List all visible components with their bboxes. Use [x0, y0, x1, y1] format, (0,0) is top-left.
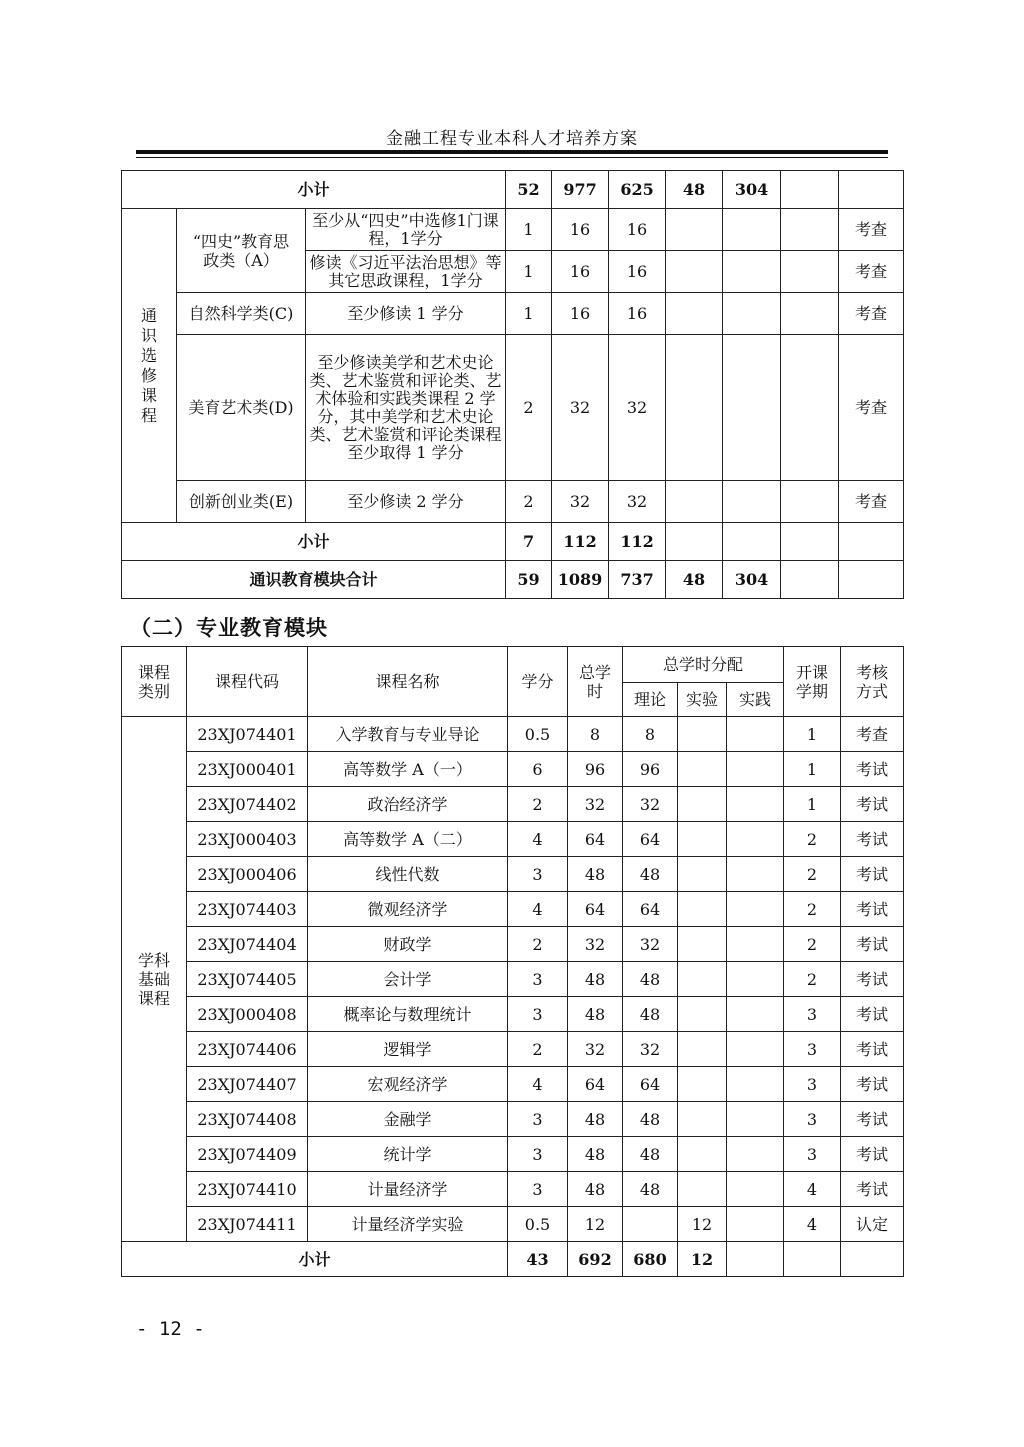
- subtotal-label: 小计: [122, 171, 506, 209]
- course-row: [122, 752, 904, 787]
- cell-sem: 2: [784, 892, 841, 927]
- cell-credit: 2: [506, 481, 552, 523]
- course-code: 23XJ000408: [187, 997, 308, 1032]
- cell-total: 16: [552, 209, 609, 251]
- cell-credit: 3: [508, 962, 568, 997]
- cell-theory: 680: [623, 1242, 678, 1277]
- cell-theory: 64: [623, 892, 678, 927]
- cell-assess: 考试: [841, 1137, 904, 1172]
- cell-prac: 304: [723, 561, 781, 599]
- cell-theory: 737: [609, 561, 666, 599]
- cell-assess: 考试: [841, 822, 904, 857]
- cell-exp: 48: [666, 561, 723, 599]
- cell-exp: [678, 1137, 727, 1172]
- cell-assess: 考查: [841, 717, 904, 752]
- course-code: 23XJ074408: [187, 1102, 308, 1137]
- requirement-cell: 至少修读 1 学分: [306, 293, 506, 335]
- category-cell: 通识选修课程: [122, 209, 177, 523]
- cell-total: 48: [568, 962, 623, 997]
- cell-prac: [727, 927, 784, 962]
- header-practice: 实践: [727, 683, 784, 717]
- cell-theory: 112: [609, 523, 666, 561]
- cell-sem: 3: [784, 1102, 841, 1137]
- cell-assess: [839, 561, 904, 599]
- cell-sem: 3: [784, 997, 841, 1032]
- cell-theory: 64: [623, 822, 678, 857]
- section-title: （二）专业教育模块: [130, 616, 328, 640]
- header-code: 课程代码: [187, 647, 308, 717]
- cell-exp: [666, 523, 723, 561]
- header-distribution: 总学时分配: [623, 647, 784, 683]
- cell-credit: 43: [508, 1242, 568, 1277]
- cell-total: 48: [568, 1102, 623, 1137]
- course-row: [122, 857, 904, 892]
- cell-theory: 625: [609, 171, 666, 209]
- cell-sem: 4: [784, 1207, 841, 1242]
- cell-sem: 2: [784, 822, 841, 857]
- course-row: [122, 1067, 904, 1102]
- cell-sem: [781, 335, 839, 481]
- subcategory-cell: 自然科学类(C): [177, 293, 306, 335]
- page-header-title: 金融工程专业本科人才培养方案: [386, 129, 638, 149]
- header-name: 课程名称: [308, 647, 508, 717]
- course-name: 宏观经济学: [308, 1067, 508, 1102]
- course-code: 23XJ074407: [187, 1067, 308, 1102]
- header-experiment: 实验: [678, 683, 727, 717]
- course-row: [122, 892, 904, 927]
- header-rule-thick: [136, 150, 888, 154]
- cell-total: 48: [568, 997, 623, 1032]
- course-code: 23XJ074404: [187, 927, 308, 962]
- cell-theory: 48: [623, 1172, 678, 1207]
- cell-prac: [727, 787, 784, 822]
- cell-exp: [666, 251, 723, 293]
- course-row: [122, 1207, 904, 1242]
- course-name: 概率论与数理统计: [308, 997, 508, 1032]
- cell-exp: [678, 997, 727, 1032]
- cell-prac: [727, 1032, 784, 1067]
- cell-credit: 3: [508, 1102, 568, 1137]
- cell-theory: 48: [623, 962, 678, 997]
- subtotal-row: [122, 523, 904, 561]
- cell-prac: [727, 962, 784, 997]
- cell-total: 32: [568, 787, 623, 822]
- cell-credit: 59: [506, 561, 552, 599]
- cell-total: 32: [552, 481, 609, 523]
- cell-sem: [781, 561, 839, 599]
- cell-exp: 48: [666, 171, 723, 209]
- cell-prac: [727, 857, 784, 892]
- course-row: [122, 335, 904, 481]
- cell-credit: 1: [506, 209, 552, 251]
- cell-theory: 48: [623, 997, 678, 1032]
- cell-prac: [727, 1102, 784, 1137]
- page-number: - 12 -: [136, 1318, 205, 1340]
- cell-prac: [727, 1242, 784, 1277]
- cell-sem: [784, 1242, 841, 1277]
- cell-credit: 3: [508, 1172, 568, 1207]
- course-row: [122, 1102, 904, 1137]
- course-row: [122, 997, 904, 1032]
- cell-total: 64: [568, 822, 623, 857]
- subtotal-label: 小计: [122, 1242, 508, 1277]
- course-name: 微观经济学: [308, 892, 508, 927]
- cell-prac: [727, 1137, 784, 1172]
- cell-assess: 考查: [839, 335, 904, 481]
- cell-exp: [678, 927, 727, 962]
- course-row: [122, 717, 904, 752]
- cell-sem: 3: [784, 1067, 841, 1102]
- cell-theory: 32: [623, 1032, 678, 1067]
- cell-sem: [781, 209, 839, 251]
- general-education-table: [121, 170, 904, 599]
- course-name: 会计学: [308, 962, 508, 997]
- course-code: 23XJ074401: [187, 717, 308, 752]
- requirement-cell: 至少修读美学和艺术史论类、艺术鉴赏和评论类、艺术体验和实践类课程 2 学分，其中美学和艺术史论类、艺术鉴赏和评论类课程至少取得 1 学分: [306, 335, 506, 481]
- cell-exp: [678, 857, 727, 892]
- header-theory: 理论: [623, 683, 678, 717]
- cell-credit: 4: [508, 822, 568, 857]
- cell-sem: 1: [784, 717, 841, 752]
- cell-prac: [727, 717, 784, 752]
- course-row: [122, 209, 904, 251]
- cell-assess: 考试: [841, 752, 904, 787]
- cell-theory: [623, 1207, 678, 1242]
- cell-credit: 0.5: [508, 717, 568, 752]
- cell-credit: 1: [506, 251, 552, 293]
- cell-credit: 4: [508, 892, 568, 927]
- course-row: [122, 293, 904, 335]
- cell-prac: 304: [723, 171, 781, 209]
- cell-total: 1089: [552, 561, 609, 599]
- cell-credit: 3: [508, 997, 568, 1032]
- cell-exp: [678, 787, 727, 822]
- cell-total: 8: [568, 717, 623, 752]
- cell-sem: 2: [784, 857, 841, 892]
- cell-assess: 考试: [841, 892, 904, 927]
- cell-credit: 2: [508, 787, 568, 822]
- course-code: 23XJ074405: [187, 962, 308, 997]
- course-row: [122, 927, 904, 962]
- cell-exp: [678, 1067, 727, 1102]
- header-credit: 学分: [508, 647, 568, 717]
- cell-exp: [666, 293, 723, 335]
- cell-sem: [781, 481, 839, 523]
- course-name: 财政学: [308, 927, 508, 962]
- cell-theory: 32: [609, 335, 666, 481]
- cell-exp: [678, 892, 727, 927]
- cell-exp: 12: [678, 1242, 727, 1277]
- cell-exp: 12: [678, 1207, 727, 1242]
- header-rule-thin: [136, 157, 888, 158]
- cell-assess: 考试: [841, 997, 904, 1032]
- cell-sem: 1: [784, 752, 841, 787]
- cell-prac: [723, 335, 781, 481]
- cell-theory: 8: [623, 717, 678, 752]
- cell-credit: 3: [508, 857, 568, 892]
- cell-total: 32: [552, 335, 609, 481]
- cell-theory: 32: [609, 481, 666, 523]
- cell-total: 16: [552, 293, 609, 335]
- course-code: 23XJ000403: [187, 822, 308, 857]
- module-total-label: 通识教育模块合计: [122, 561, 506, 599]
- course-row: [122, 1137, 904, 1172]
- course-code: 23XJ074409: [187, 1137, 308, 1172]
- cell-prac: [727, 997, 784, 1032]
- cell-credit: 2: [508, 1032, 568, 1067]
- cell-credit: 1: [506, 293, 552, 335]
- course-code: 23XJ000401: [187, 752, 308, 787]
- requirement-cell: 至少从“四史”中选修1门课程，1学分: [306, 209, 506, 251]
- category-cell: 学科基础课程: [122, 717, 187, 1242]
- cell-assess: 考查: [839, 293, 904, 335]
- cell-total: 32: [568, 927, 623, 962]
- cell-total: 692: [568, 1242, 623, 1277]
- cell-theory: 32: [623, 927, 678, 962]
- cell-prac: [727, 892, 784, 927]
- subtotal-row: [122, 1242, 904, 1277]
- cell-credit: 2: [508, 927, 568, 962]
- header-total: 总学时: [568, 647, 623, 717]
- cell-sem: [781, 523, 839, 561]
- course-name: 统计学: [308, 1137, 508, 1172]
- cell-assess: [841, 1242, 904, 1277]
- cell-sem: [781, 251, 839, 293]
- cell-theory: 32: [623, 787, 678, 822]
- cell-sem: 1: [784, 787, 841, 822]
- cell-assess: 考试: [841, 1172, 904, 1207]
- cell-theory: 16: [609, 293, 666, 335]
- cell-total: 64: [568, 1067, 623, 1102]
- cell-total: 48: [568, 1172, 623, 1207]
- professional-education-table: [121, 646, 904, 1277]
- cell-assess: 考试: [841, 1102, 904, 1137]
- cell-theory: 96: [623, 752, 678, 787]
- cell-total: 48: [568, 857, 623, 892]
- module-total-row: [122, 561, 904, 599]
- cell-total: 12: [568, 1207, 623, 1242]
- course-row: [122, 481, 904, 523]
- cell-assess: 考试: [841, 927, 904, 962]
- subcategory-cell: 创新创业类(E): [177, 481, 306, 523]
- subtotal-label: 小计: [122, 523, 506, 561]
- cell-assess: 认定: [841, 1207, 904, 1242]
- cell-assess: 考查: [839, 251, 904, 293]
- requirement-cell: 至少修读 2 学分: [306, 481, 506, 523]
- course-row: [122, 787, 904, 822]
- cell-total: 96: [568, 752, 623, 787]
- cell-theory: 16: [609, 209, 666, 251]
- cell-prac: [727, 1067, 784, 1102]
- requirement-cell: 修读《习近平法治思想》等其它思政课程，1学分: [306, 251, 506, 293]
- cell-exp: [666, 335, 723, 481]
- cell-prac: [723, 293, 781, 335]
- cell-credit: 7: [506, 523, 552, 561]
- course-row: [122, 1032, 904, 1067]
- cell-exp: [678, 1032, 727, 1067]
- course-row: [122, 962, 904, 997]
- cell-exp: [678, 962, 727, 997]
- cell-prac: [723, 209, 781, 251]
- cell-exp: [678, 822, 727, 857]
- cell-prac: [727, 822, 784, 857]
- cell-theory: 48: [623, 857, 678, 892]
- header-semester: 开课学期: [784, 647, 841, 717]
- course-name: 高等数学 A（一）: [308, 752, 508, 787]
- header-assessment: 考核方式: [841, 647, 904, 717]
- cell-prac: [727, 1172, 784, 1207]
- cell-sem: 2: [784, 927, 841, 962]
- cell-exp: [678, 717, 727, 752]
- cell-prac: [727, 1207, 784, 1242]
- cell-assess: [839, 523, 904, 561]
- course-code: 23XJ074406: [187, 1032, 308, 1067]
- cell-exp: [666, 481, 723, 523]
- cell-total: 977: [552, 171, 609, 209]
- cell-prac: [727, 752, 784, 787]
- cell-credit: 52: [506, 171, 552, 209]
- cell-theory: 16: [609, 251, 666, 293]
- cell-assess: 考试: [841, 962, 904, 997]
- cell-sem: 3: [784, 1032, 841, 1067]
- cell-sem: 2: [784, 962, 841, 997]
- course-name: 金融学: [308, 1102, 508, 1137]
- cell-total: 16: [552, 251, 609, 293]
- course-name: 计量经济学: [308, 1172, 508, 1207]
- cell-credit: 6: [508, 752, 568, 787]
- subtotal-row: [122, 171, 904, 209]
- cell-assess: 考试: [841, 1067, 904, 1102]
- cell-sem: 3: [784, 1137, 841, 1172]
- cell-theory: 48: [623, 1137, 678, 1172]
- course-code: 23XJ000406: [187, 857, 308, 892]
- cell-theory: 48: [623, 1102, 678, 1137]
- course-name: 线性代数: [308, 857, 508, 892]
- cell-sem: [781, 293, 839, 335]
- cell-prac: [723, 481, 781, 523]
- cell-assess: 考查: [839, 481, 904, 523]
- cell-sem: [781, 171, 839, 209]
- cell-credit: 3: [508, 1137, 568, 1172]
- course-code: 23XJ074410: [187, 1172, 308, 1207]
- cell-exp: [666, 209, 723, 251]
- subcategory-cell: “四史”教育思政类（A）: [177, 209, 306, 293]
- cell-prac: [723, 523, 781, 561]
- header-category: 课程类别: [122, 647, 187, 717]
- cell-total: 32: [568, 1032, 623, 1067]
- cell-total: 112: [552, 523, 609, 561]
- subcategory-cell: 美育艺术类(D): [177, 335, 306, 481]
- course-code: 23XJ074403: [187, 892, 308, 927]
- course-code: 23XJ074402: [187, 787, 308, 822]
- cell-exp: [678, 1172, 727, 1207]
- course-name: 入学教育与专业导论: [308, 717, 508, 752]
- cell-sem: 4: [784, 1172, 841, 1207]
- course-name: 政治经济学: [308, 787, 508, 822]
- course-row: [122, 1172, 904, 1207]
- cell-exp: [678, 1102, 727, 1137]
- cell-total: 64: [568, 892, 623, 927]
- cell-total: 48: [568, 1137, 623, 1172]
- cell-credit: 4: [508, 1067, 568, 1102]
- cell-assess: 考试: [841, 857, 904, 892]
- cell-theory: 64: [623, 1067, 678, 1102]
- cell-credit: 0.5: [508, 1207, 568, 1242]
- cell-credit: 2: [506, 335, 552, 481]
- cell-exp: [678, 752, 727, 787]
- cell-prac: [723, 251, 781, 293]
- cell-assess: [839, 171, 904, 209]
- course-name: 计量经济学实验: [308, 1207, 508, 1242]
- course-row: [122, 822, 904, 857]
- header-row: [122, 647, 904, 683]
- course-code: 23XJ074411: [187, 1207, 308, 1242]
- course-name: 逻辑学: [308, 1032, 508, 1067]
- cell-assess: 考试: [841, 787, 904, 822]
- cell-assess: 考查: [839, 209, 904, 251]
- course-name: 高等数学 A（二）: [308, 822, 508, 857]
- cell-assess: 考试: [841, 1032, 904, 1067]
